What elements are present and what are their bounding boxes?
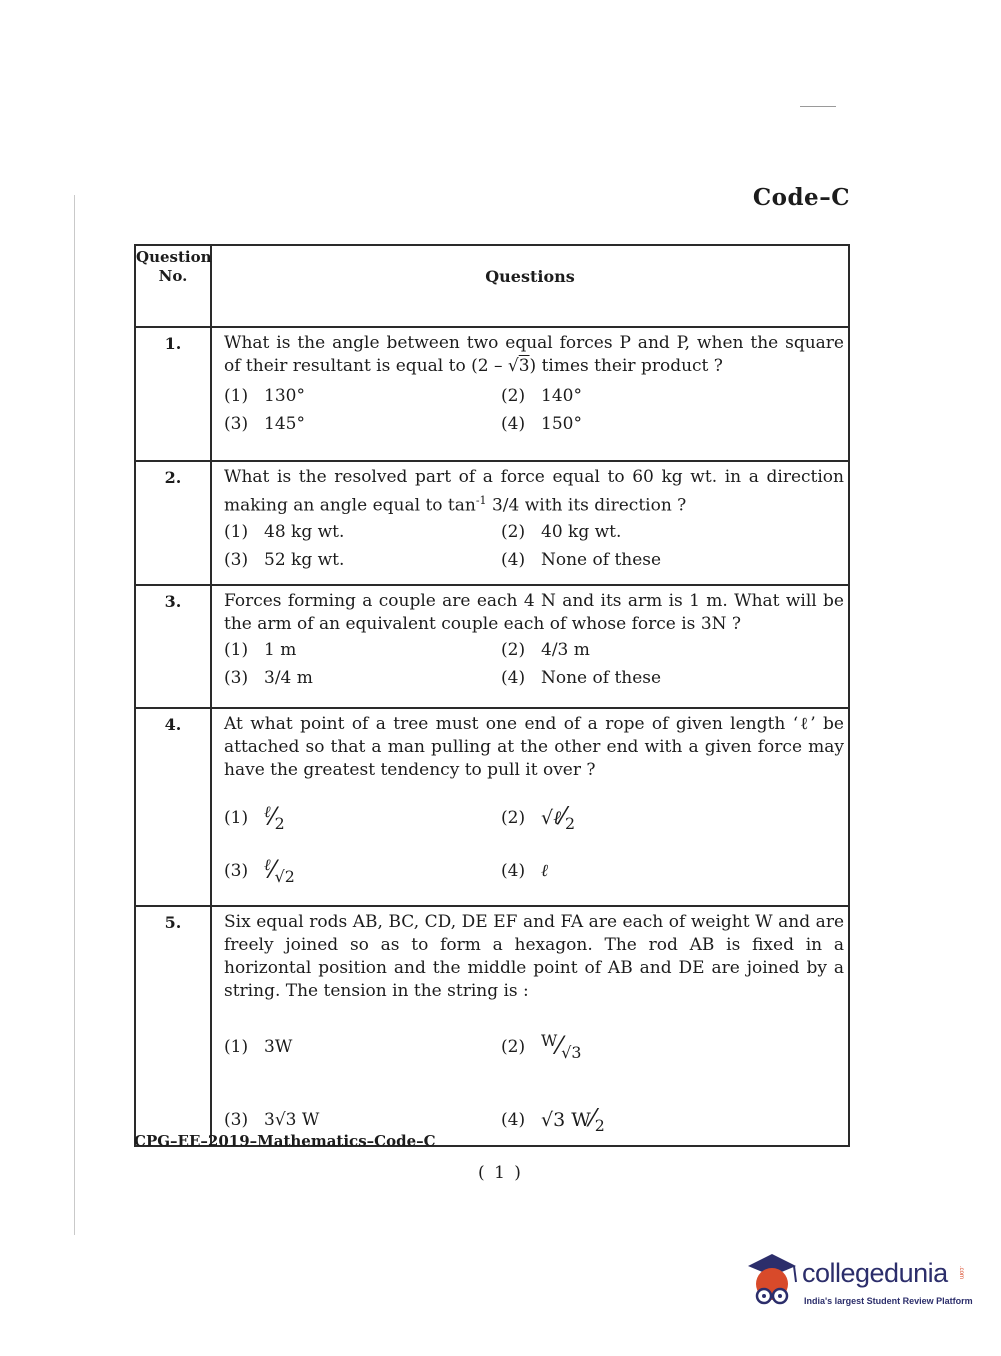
option: (1) $^\ell⁄_2$: [224, 802, 285, 834]
option: (2) 140°: [501, 386, 582, 406]
options: [224, 640, 844, 688]
question-body: [211, 461, 849, 585]
sqrt-symbol: √3: [507, 356, 530, 376]
fraction: $^\ell⁄_{√2}$: [264, 855, 295, 887]
question-body: [211, 906, 849, 1146]
question-stem: What is the angle between two equal forces P and P, when the square of their resultant is equal to (2 – √3) times their product ?: [224, 333, 844, 376]
option: (4) ℓ: [501, 860, 549, 881]
option: (2) 4/3 m: [501, 640, 590, 660]
options: [224, 802, 844, 886]
mascot-icon: [742, 1252, 800, 1310]
question-stem: At what point of a tree must one end of a rope of given length ‘ℓ’ be attached so that a man pulling at the other end with a given force may have the greatest tendency to pull it over ?: [224, 714, 844, 780]
question-row: [135, 906, 849, 1146]
paper-code: Code–C: [752, 184, 850, 211]
collegedunia-logo: [742, 1252, 972, 1312]
option: (2) 40 kg wt.: [501, 521, 622, 542]
option: (1) 3W: [224, 1036, 293, 1057]
questions-table: [134, 244, 850, 1147]
question-row: [135, 327, 849, 461]
question-row: [135, 585, 849, 708]
question-no-header: Question No.: [135, 245, 211, 327]
option: (3) 3√3 W: [224, 1109, 320, 1130]
fraction: $^\ell⁄_2$: [264, 802, 285, 834]
option: (4) √3 $W⁄_2$: [501, 1104, 605, 1135]
option: (4) None of these: [501, 549, 662, 570]
table-header-row: [135, 245, 849, 327]
option: (3) $^\ell⁄_{√2}$: [224, 855, 295, 887]
question-row: [135, 461, 849, 585]
options: [224, 522, 844, 570]
question-stem: What is the resolved part of a force equal to 60 kg wt. in a direction making an angle equal to $\tan^{-1} 3/4$ with its direction ?: [224, 467, 844, 516]
question-number: 1.: [135, 327, 211, 461]
option: (4) None of these: [501, 668, 662, 688]
scan-margin-line: [74, 195, 75, 1235]
question-stem: Forces forming a couple are each 4 N and its arm is 1 m. What will be the arm of an equivalent couple each of whose force is 3N ?: [224, 591, 844, 634]
logo-tagline: India's largest Student Review Platform: [804, 1296, 973, 1306]
question-number: 5.: [135, 906, 211, 1146]
option: (1) 1 m: [224, 640, 297, 660]
option: (2) $√\ell⁄_2$: [501, 802, 576, 833]
fraction: √3 $W⁄_2$: [541, 1104, 605, 1135]
question-stem: Six equal rods AB, BC, CD, DE EF and FA are each of weight W and are freely joined so as to form a hexagon. The rod AB is fixed in a horizontal position and the middle point of AB and DE are joined by a string. The tension in the string is :: [224, 912, 844, 1001]
scan-mark: [800, 106, 836, 107]
option: (1) 130°: [224, 386, 305, 406]
option: (2) $^W⁄_{√3}$: [501, 1031, 582, 1063]
paper-footer-code: CPG–EE–2019–Mathematics–Code–C: [134, 1132, 436, 1150]
question-body: [211, 327, 849, 461]
question-body: [211, 708, 849, 906]
question-body: [211, 585, 849, 708]
page-number: ( 1 ): [478, 1163, 523, 1183]
questions-header: Questions: [211, 245, 849, 327]
logo-wordmark: collegedunia: [802, 1258, 948, 1288]
logo-domain: .com: [958, 1266, 964, 1280]
option: (3) 145°: [224, 414, 305, 434]
question-row: [135, 708, 849, 906]
option: (4) 150°: [501, 414, 582, 434]
fraction: $√\ell⁄_2$: [541, 802, 576, 833]
option: (3) 3/4 m: [224, 668, 313, 688]
options: [224, 1031, 844, 1135]
question-number: 4.: [135, 708, 211, 906]
question-number: 2.: [135, 461, 211, 585]
question-number: 3.: [135, 585, 211, 708]
fraction: $^W⁄_{√3}$: [541, 1031, 582, 1063]
option: (3) 52 kg wt.: [224, 549, 345, 570]
options: [224, 386, 844, 434]
option: (1) 48 kg wt.: [224, 521, 345, 542]
